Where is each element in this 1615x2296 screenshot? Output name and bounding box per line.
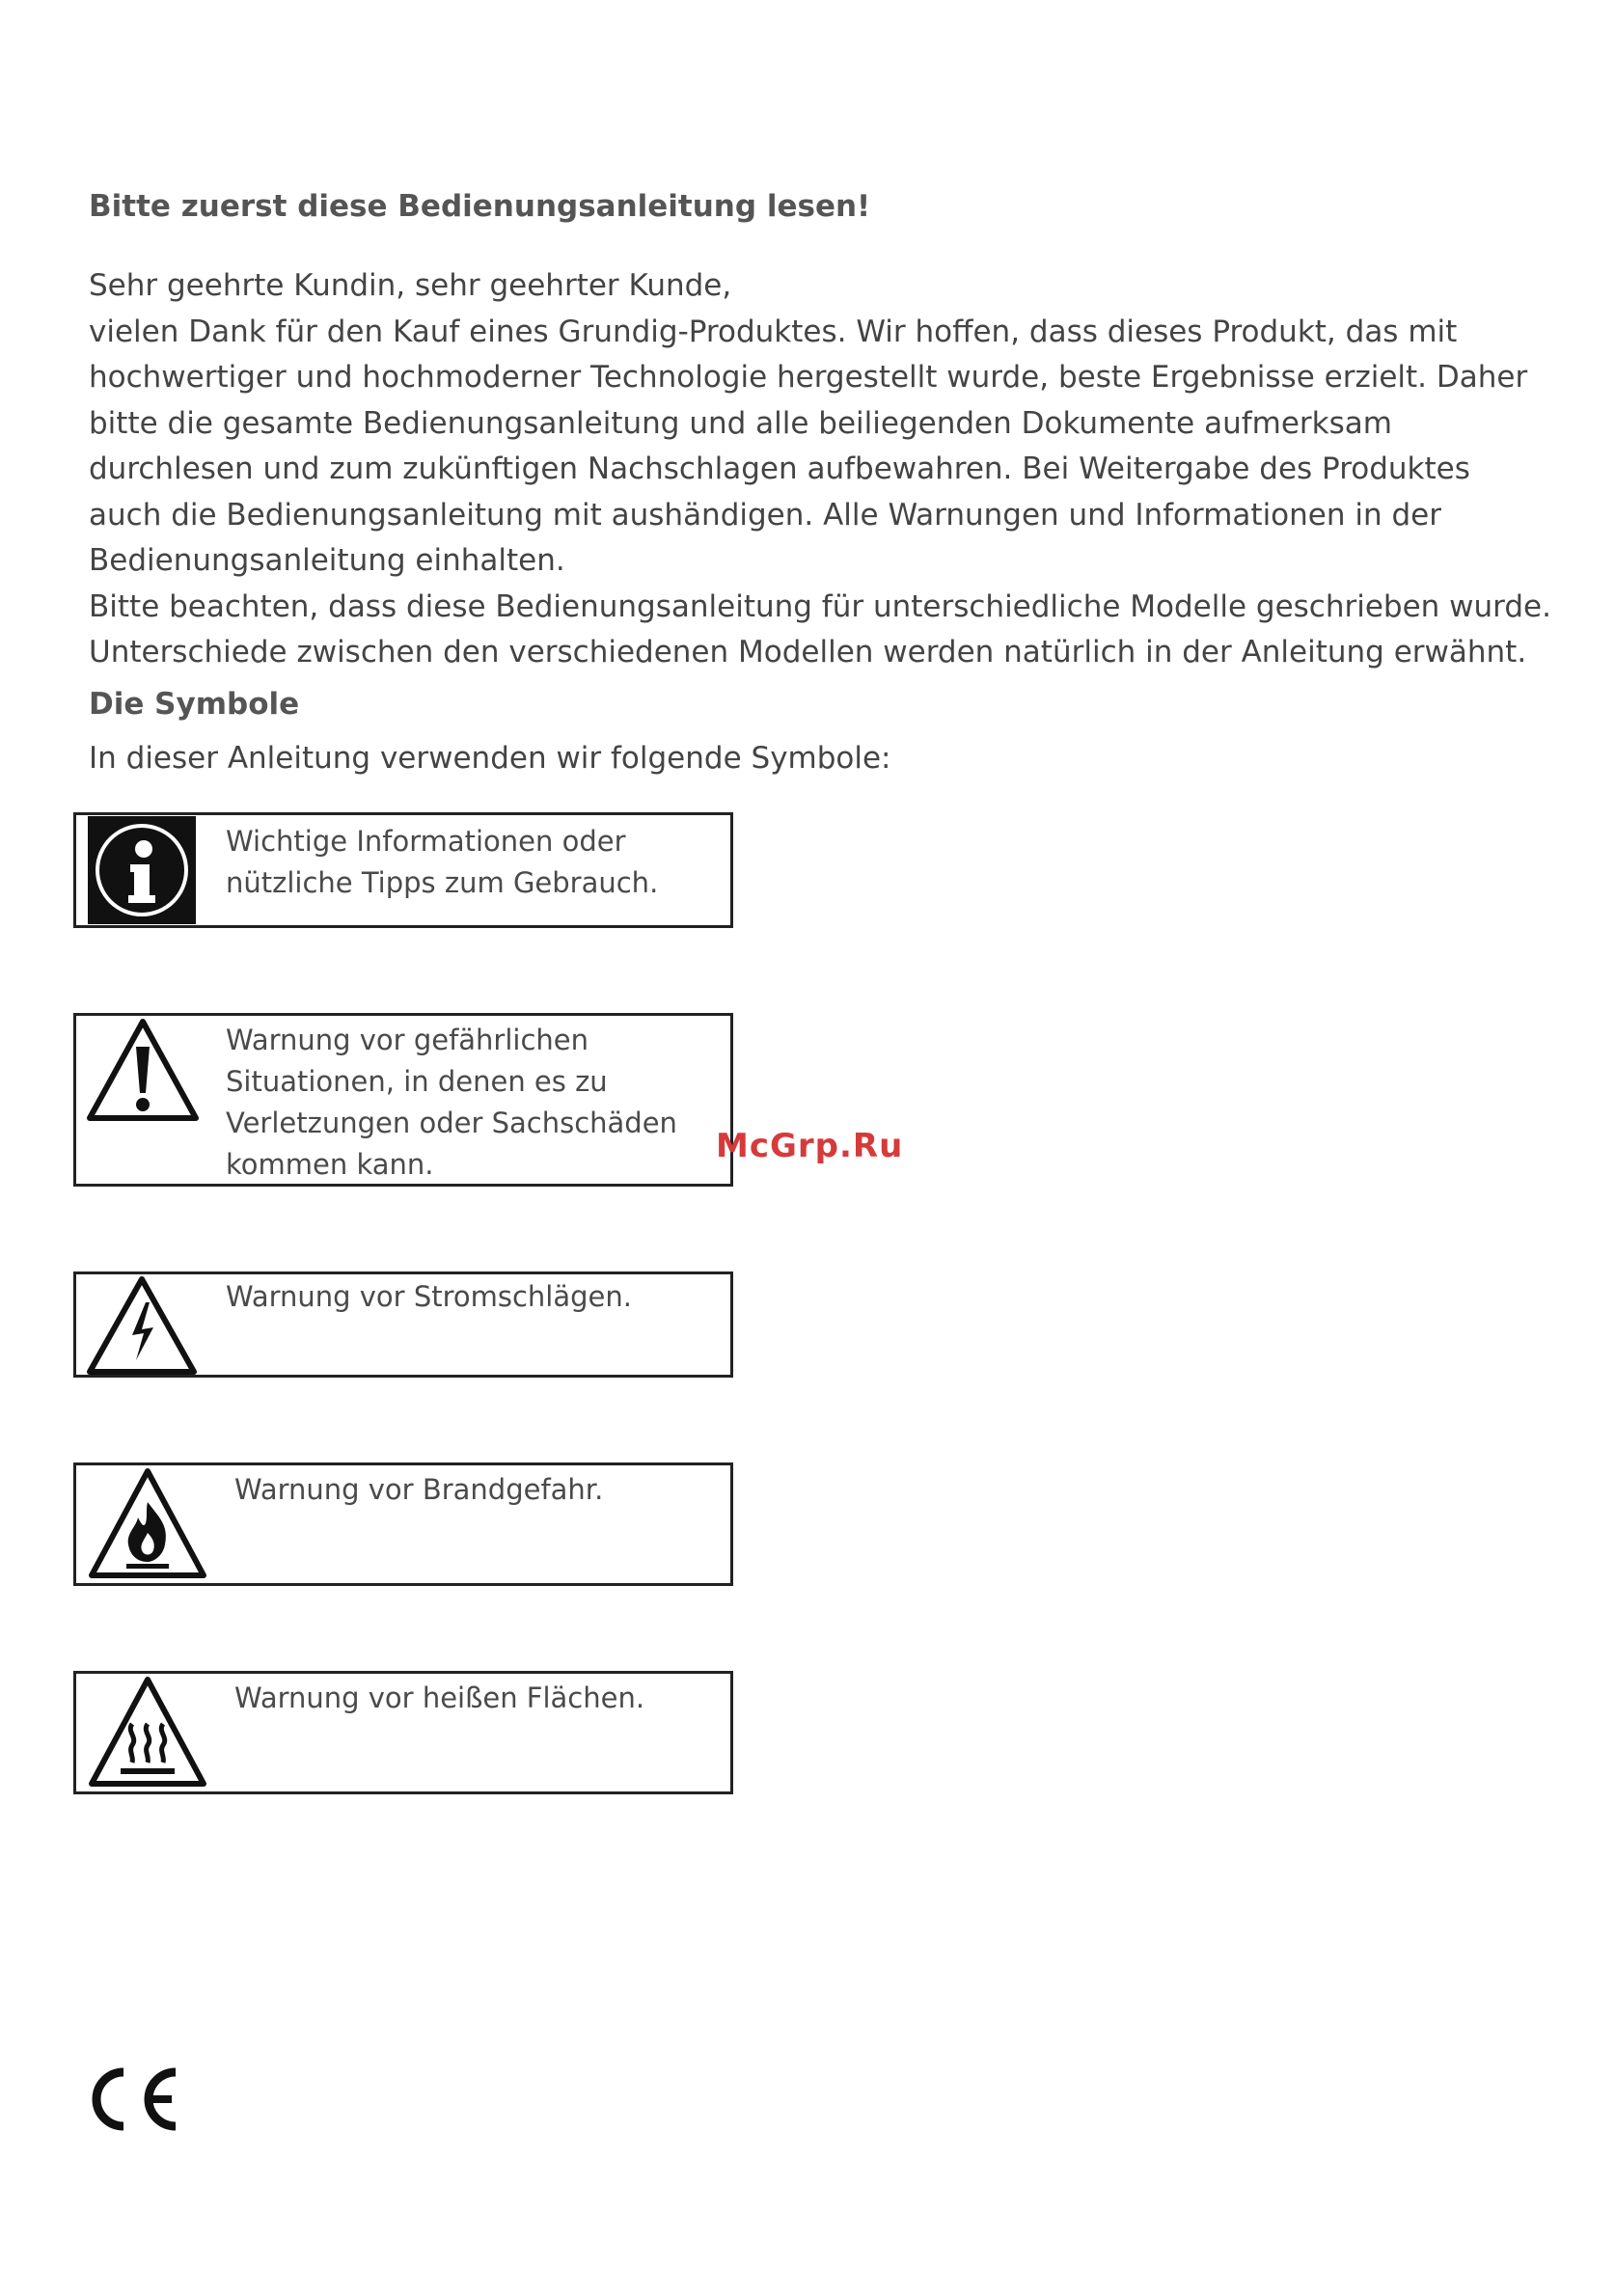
intro-line: Bedienungsanleitung einhalten. xyxy=(89,543,565,578)
symbol-description xyxy=(226,1276,632,1318)
symbol-box-general-warning xyxy=(73,1013,733,1187)
symbol-text-line: Warnung vor Stromschlägen. xyxy=(226,1280,632,1313)
symbol-description xyxy=(234,1469,603,1511)
intro-line: durchlesen und zum zukünftigen Nachschlagen aufbewahren. Bei Weitergabe des Produktes xyxy=(89,451,1470,486)
symbol-text-line: Situationen, in denen es zu xyxy=(226,1065,608,1098)
intro-line: Sehr geehrte Kundin, sehr geehrter Kunde, xyxy=(89,268,732,303)
symbol-description xyxy=(226,1020,677,1186)
symbols-intro-line: In dieser Anleitung verwenden wir folgende Symbole: xyxy=(89,741,891,776)
symbol-text-line: nützliche Tipps zum Gebrauch. xyxy=(226,866,659,899)
symbol-description xyxy=(234,1678,644,1719)
symbols-intro xyxy=(89,736,1594,782)
intro-paragraph xyxy=(89,263,1594,676)
intro-line: auch die Bedienungsanleitung mit aushändigen. Alle Warnungen und Informationen in der xyxy=(89,497,1441,533)
info-icon xyxy=(88,816,196,924)
symbol-box-hot-surface xyxy=(73,1671,733,1794)
symbols-heading: Die Symbole xyxy=(89,687,300,722)
intro-line: bitte die gesamte Bedienungsanleitung und alle beiliegenden Dokumente aufmerksam xyxy=(89,405,1392,441)
watermark: McGrp.Ru xyxy=(716,1127,904,1165)
symbol-text-line: Warnung vor Brandgefahr. xyxy=(234,1473,604,1506)
symbol-description xyxy=(226,821,658,904)
symbol-text-line: Wichtige Informationen oder xyxy=(226,825,626,858)
intro-line: Unterschiede zwischen den verschiedenen Modellen werden natürlich in der Anleitung erwähnt. xyxy=(89,635,1527,670)
fire-warning-icon xyxy=(88,1467,207,1581)
intro-line: vielen Dank für den Kauf eines Grundig-Produktes. Wir hoffen, dass dieses Produkt, das mit xyxy=(89,314,1458,349)
symbol-text-line: Verletzungen oder Sachschäden xyxy=(226,1107,677,1139)
hot-surface-warning-icon xyxy=(88,1676,207,1790)
page-title: Bitte zuerst diese Bedienungsanleitung lesen! xyxy=(89,189,871,224)
symbol-text-line: Warnung vor heißen Flächen. xyxy=(234,1681,645,1714)
symbol-box-info xyxy=(73,812,733,928)
symbol-box-electric-shock xyxy=(73,1271,733,1378)
ce-mark-icon xyxy=(85,2064,181,2134)
symbol-text-line: Warnung vor gefährlichen xyxy=(226,1024,589,1056)
electric-shock-warning-icon xyxy=(86,1275,198,1376)
exclamation-warning-icon xyxy=(86,1018,200,1122)
intro-line: hochwertiger und hochmoderner Technologie hergestellt wurde, beste Ergebnisse erzielt. Daher xyxy=(89,360,1528,395)
intro-line: Bitte beachten, dass diese Bedienungsanleitung für unterschiedliche Modelle geschrieben wurde. xyxy=(89,588,1551,624)
symbol-box-fire xyxy=(73,1462,733,1586)
symbol-text-line: kommen kann. xyxy=(226,1148,434,1181)
